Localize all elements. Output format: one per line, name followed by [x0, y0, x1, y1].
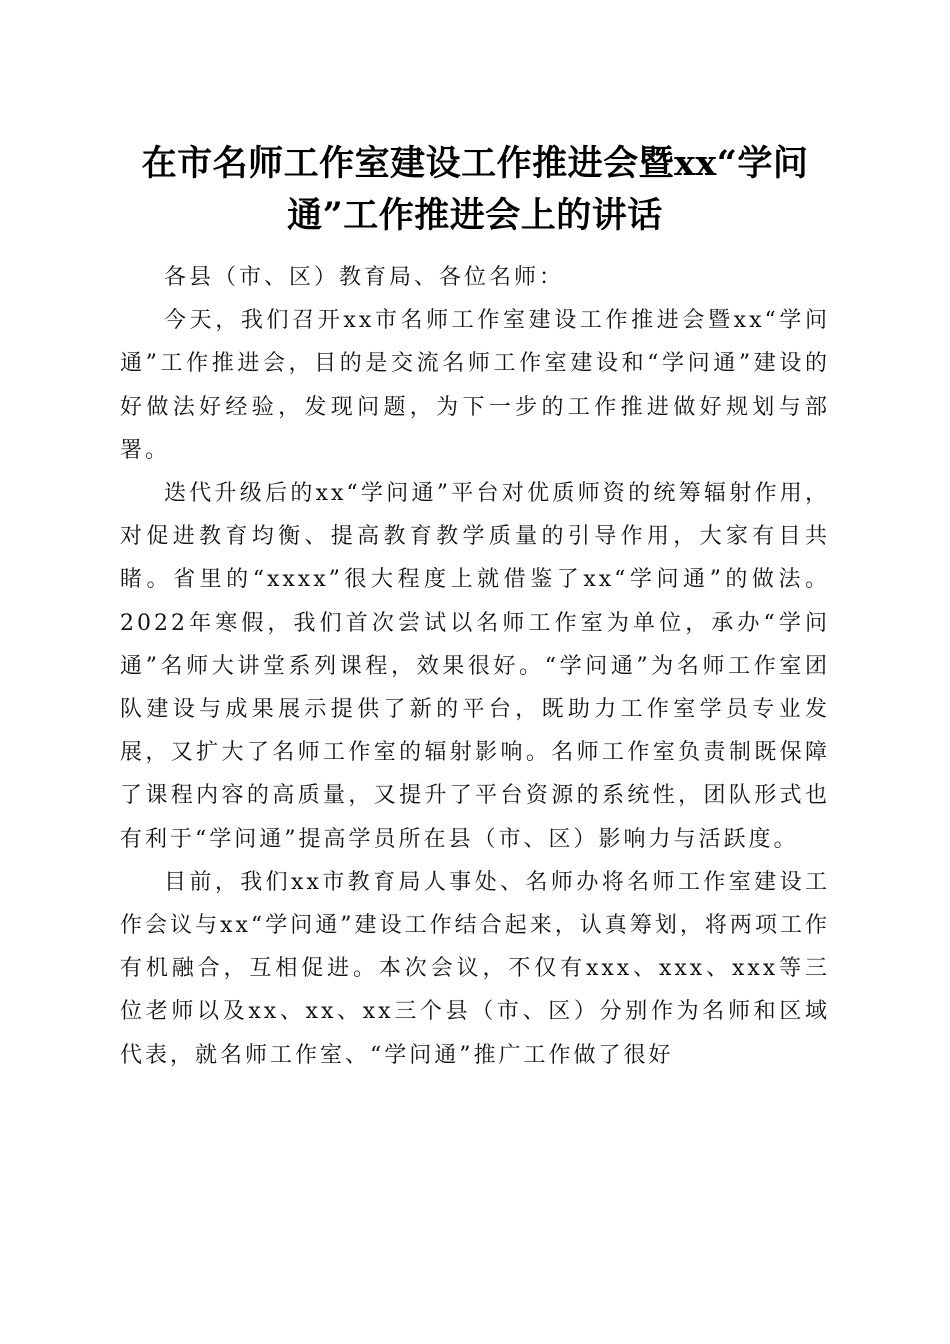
- body-paragraph: 迭代升级后的xx“学问通”平台对优质师资的统筹辐射作用，对促进教育均衡、提高教育教学质量的引导作用，大家有目共睹。省里的“xxxx”很大程度上就借鉴了xx“学问通”的做法。2022年寒假，我们首次尝试以名师工作室为单位，承办“学问通”名师大讲堂系列课程，效果很好。“学问通”为名师工作室团队建设与成果展示提供了新的平台，既助力工作室学员专业发展，又扩大了名师工作室的辐射影响。名师工作室负责制既保障了课程内容的高质量，又提升了平台资源的系统性，团队形式也有利于“学问通”提高学员所在县（市、区）影响力与活跃度。: [120, 481, 830, 852]
- body-paragraph: 目前，我们xx市教育局人事处、名师办将名师工作室建设工作会议与xx“学问通”建设工作结合起来，认真筹划，将两项工作有机融合，互相促进。本次会议，不仅有xxx、xxx、xxx等三位老师以及xx、xx、xx三个县（市、区）分别作为名师和区域代表，就名师工作室、“学问通”推广工作做了很好: [120, 869, 830, 1068]
- document-body: [120, 256, 830, 1077]
- body-paragraph: 今天，我们召开xx市名师工作室建设工作推进会暨xx“学问通”工作推进会，目的是交流名师工作室建设和“学问通”建设的好做法好经验，发现问题，为下一步的工作推进做好规划与部署。: [120, 308, 830, 463]
- document-title: 在市名师工作室建设工作推进会暨xx“学问通”工作推进会上的讲话: [141, 143, 809, 236]
- salutation-paragraph: 各县（市、区）教育局、各位名师：: [164, 265, 565, 290]
